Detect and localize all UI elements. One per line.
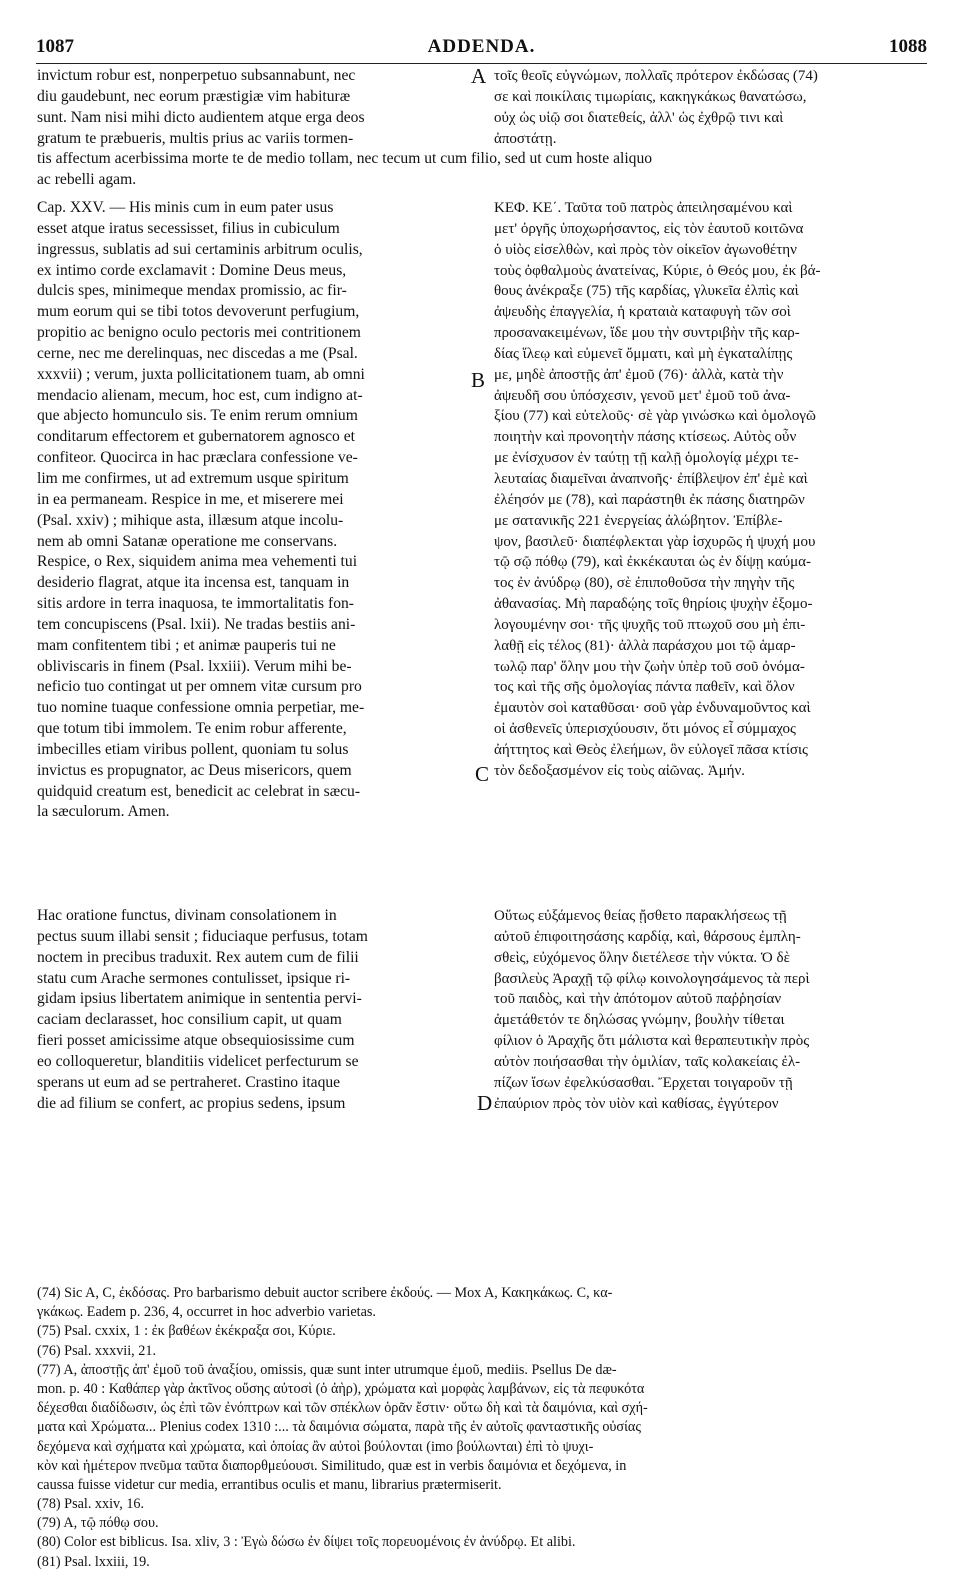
greek-column-block-3: [494, 906, 930, 1114]
greek-line: θους ἀνέκραξε (75) τῆς καρδίας, γλυκεῖα ἐλπὶς καὶ: [494, 283, 799, 300]
latin-line: nem ab omni Satanæ operatione me conservans.: [37, 532, 338, 550]
latin-line: dulcis spes, minimeque mendax promissio, ac fir-: [37, 282, 347, 300]
latin-line: imbecilles etiam viribus pollent, quoniam tu solus: [37, 740, 349, 758]
greek-line: ΚΕΦ. ΚΕ΄. Ταῦτα τοῦ πατρὸς ἀπειλησαμένου καὶ: [494, 200, 793, 216]
latin-line: propitio ac benigno oculo pectoris mei contritionem: [37, 324, 361, 342]
page-header: [36, 36, 927, 60]
latin-line: esset atque iratus secessisset, filius in cubiculum: [37, 219, 340, 237]
latin-line: noctem in precibus traduxit. Rex autem cum de filii: [37, 948, 359, 966]
greek-line: σθεὶς, εὐχόμενος ὅλην διετέλεσε τὴν νύκτα. Ὁ δὲ: [494, 949, 790, 966]
latin-column-block-3: [37, 906, 469, 1114]
greek-line: ἀποστάτῃ.: [494, 130, 557, 147]
latin-line: xxxvii) ; verum, juxta pollicitationem tuam, ab omni: [37, 365, 365, 383]
latin-line: que totum tibi immolem. Te enim robur afferente,: [37, 720, 347, 738]
greek-line: φίλιον ὁ Ἀραχῆς ὅτι μάλιστα καὶ θεραπευτικὴν πρὸς: [494, 1033, 810, 1050]
latin-line: que abjecto homunculo sis. Te enim rerum omnium: [37, 407, 358, 425]
latin-line: mum eorum qui se tibi totos devoverunt perfugium,: [37, 303, 360, 321]
running-title: ADDENDA.: [427, 36, 536, 57]
greek-line: οἱ ἀσθενεῖς ὑπερισχύουσιν, ὅτι μόνος εἶ σύμμαχος: [494, 721, 796, 738]
footnote-line: (79) A, τῷ πόθῳ σου.: [37, 1515, 159, 1532]
latin-column-block-2: [37, 198, 469, 823]
greek-line: οὐχ ὡς υἱῷ σοι διατεθείς, ἀλλ' ὡς ἐχθρῷ τινι καὶ: [494, 109, 784, 126]
greek-line: ἀήττητος καὶ Θεὸς ἐλεήμων, ὃν εὐλογεῖ πᾶσα κτίσις: [494, 741, 808, 758]
greek-line: τῷ σῷ πόθῳ (79), καὶ ἐκκέκαυται ὡς ἐν δίψῃ καύμα-: [494, 554, 811, 571]
latin-line: lim me confirmes, ut ad extremum usque spiritum: [37, 469, 349, 487]
footnote-line: (76) Psal. xxxvii, 21.: [37, 1342, 157, 1359]
greek-line: ἐμαυτὸν σοὶ καταθῦσαι· σοῦ γὰρ ἐνδυναμοῦντος καὶ: [494, 700, 811, 717]
footnote-line: (78) Psal. xxiv, 16.: [37, 1496, 145, 1513]
latin-line: sitis ardore in terra inaquosa, te immortalitatis fon-: [37, 595, 354, 613]
greek-line: Οὕτως εὐξάμενος θείας ᾔσθετο παρακλήσεως τῇ: [494, 908, 787, 924]
footnote-line: δέχεσθαι διαδίδωσιν, ὡς ἐπὶ τῶν ἐνόπτρων καὶ τῶν σπέκλων ὁρᾶν ἔστιν· οὕτω δὴ καὶ τὰ δαιμόνια, καὶ σχή-: [37, 1400, 648, 1417]
greek-line: ὁ υἱὸς εἰσελθὼν, καὶ πρὸς τὸν οἰκεῖον ἀγωνοθέτην: [494, 241, 797, 258]
greek-line: λευταίας διαμεῖναι ἀναπνοῆς· ἐπίβλεψον ἐπ' ἐμὲ καὶ: [494, 470, 808, 487]
greek-column-block-1: [494, 66, 930, 149]
greek-column-block-2: [494, 198, 930, 782]
latin-line: sperans ut eum ad se pertraheret. Crastino itaque: [37, 1073, 341, 1091]
footnote-line: ματα καὶ Χρώματα... Plenius codex 1310 :... τὰ δαιμόνια σώματα, παρὰ τῆς ἐν αὐτοῖς φανταστικῆς οὐσίας: [37, 1419, 641, 1436]
latin-line: desiderio flagrat, atque ita incensa est, tanquam in: [37, 574, 350, 592]
greek-line: ἐπαύριον πρὸς τὸν υἱὸν καὶ καθίσας, ἐγγύτερον: [494, 1095, 779, 1112]
greek-line: ἐλέησόν με (78), καὶ παράστηθι ἐκ πάσης διατηρῶν: [494, 491, 805, 508]
greek-line: ἀψευδῆ σου ὑπόσχεσιν, γενοῦ μετ' ἐμοῦ τοῦ ἀνα-: [494, 387, 791, 404]
greek-line: τοὺς ὀφθαλμοὺς ἀνατείνας, Κύριε, ὁ Θεός μου, ἐκ βά-: [494, 262, 821, 279]
latin-line: mam confitentem tibi ; et animæ pauperis tui ne: [37, 636, 336, 654]
footnote-line: κὸν καὶ ἡμέτερον πνεῦμα ταῦτα διαπορθμεύουσι. Similitudo, quæ est in verbis δαιμόνια et δεχόμενα, in: [37, 1457, 627, 1474]
greek-line: με σατανικῆς 221 ἐνεργείας ἀλώβητον. Ἐπίβλε-: [494, 512, 783, 529]
latin-line: diu gaudebunt, nec eorum præstigiæ vim habituræ: [37, 87, 351, 105]
latin-line: mendacio alienam, mecum, hoc est, cum indigno at-: [37, 386, 363, 404]
greek-line: λογουμένην σοι· τῆς ψυχῆς τοῦ πτωχοῦ σου μὴ ἐπι-: [494, 616, 806, 633]
latin-line: Hac oratione functus, divinam consolationem in: [37, 907, 337, 924]
latin-line: gidam ipsius libertatem animique in sententia pervi-: [37, 990, 362, 1008]
margin-marker-d: D: [477, 1091, 493, 1115]
latin-line: ex intimo corde exclamavit : Domine Deus meus,: [37, 261, 347, 279]
footnote-line: mon. p. 40 : Καθάπερ γὰρ ἀκτῖνος οὔσης αὐτοσὶ (ὁ ἀὴρ), χρώματα καὶ μορφὰς λαμβάνων, εἰς τὰ πεφυκότα: [37, 1380, 645, 1397]
right-page-number: 1088: [889, 36, 927, 57]
greek-line: αὐτοῦ ἐπιφοιτησάσης καρδίᾳ, καὶ, θάρσους ἐμπλη-: [494, 928, 801, 945]
greek-line: τος ἐν ἀνύδρῳ (80), σὲ ἐπιποθοῦσα τὴν πηγὴν τῆς: [494, 575, 795, 592]
footnote-line: (77) A, ἀποστῇς ἀπ' ἐμοῦ τοῦ ἀναξίου, omissis, quæ sunt inter utrumque ἐμοῦ, mediis. Psellus De dæ-: [37, 1361, 617, 1378]
greek-line: ξίου (77) καὶ εὐτελοῦς· σὲ γὰρ γινώσκω καὶ ὁμολογῶ: [494, 408, 816, 425]
latin-line: in ea permaneam. Respice in me, et miserere mei: [37, 490, 344, 508]
latin-line: conditarum effectorem et gubernatorem agnosco et: [37, 428, 355, 446]
greek-line: ποιητὴν καὶ προνοητὴν πάσης κτίσεως. Αὐτὸς οὖν: [494, 429, 797, 446]
latin-line: invictus es propugnator, ac Deus misericors, quem: [37, 761, 352, 779]
latin-line: quidquid creatum est, benedicit ac celebrat in sæcu-: [37, 782, 361, 800]
latin-line: Cap. XXV. — His minis cum in eum pater usus: [37, 199, 334, 216]
footnote-line: (74) Sic A, C, ἐκδόσας. Pro barbarismo debuit auctor scribere ἐκδούς. — Mox A, Κακηκάκως. C, κα-: [37, 1285, 613, 1301]
full-line: tis affectum acerbissima morte te de medio tollam, nec tecum ut cum filio, sed ut cum hoste aliquo: [37, 150, 653, 167]
greek-line: τος καὶ τῆς σῆς ὁμολογίας πάντα παθεῖν, καὶ ὅλον: [494, 679, 795, 696]
full-width-lines: [37, 149, 930, 191]
greek-line: σε καὶ ποικίλαις τιμωρίαις, κακηγκάκως θανατώσω,: [494, 88, 807, 105]
greek-line: μετ' ὀργῆς ὑποχωρήσαντος, εἰς τὸν ἑαυτοῦ κοιτῶνα: [494, 220, 804, 237]
latin-line: invictum robur est, nonperpetuo subsannabunt, nec: [37, 67, 356, 84]
greek-line: βασιλεὺς Ἀραχῇ τῷ φίλῳ κοινολογησάμενος τὰ περὶ: [494, 970, 810, 987]
latin-line: sunt. Nam nisi mihi dicto audientem atque erga deos: [37, 108, 365, 126]
footnote-line: (81) Psal. lxxiii, 19.: [37, 1553, 150, 1570]
greek-line: με, μηδὲ ἀποστῇς ἀπ' ἐμοῦ (76)· ἀλλὰ, κατὰ τὴν: [494, 366, 784, 383]
latin-line: die ad filium se confert, ac propius sedens, ipsum: [37, 1094, 346, 1112]
latin-column-block-1: [37, 66, 469, 149]
latin-line: Respice, o Rex, siquidem anima mea vehementi tui: [37, 553, 358, 571]
greek-line: με ἐνίσχυσον ἐν ταύτῃ τῇ καλῇ ὁμολογίᾳ μέχρι τε-: [494, 450, 799, 467]
latin-line: neficio tuo contingat ut per omnem vitæ cursum pro: [37, 678, 362, 696]
latin-line: obliviscaris in finem (Psal. lxxiii). Verum mihi be-: [37, 657, 352, 675]
greek-line: πίζων ἴσων ἐφελκύσασθαι. Ἔρχεται τοιγαροῦν τῇ: [494, 1074, 793, 1091]
footnote-line: (80) Color est biblicus. Isa. xliv, 3 : Ἐγὼ δώσω ἐν δίψει τοῖς πορευομένοις ἐν ἀνύδρῳ. Et alibi.: [37, 1534, 576, 1551]
footnotes: [37, 1284, 930, 1572]
footnote-line: δεχόμενα καὶ σχήματα καὶ χρώματα, καὶ ὁποίας ἂν αὐτοὶ βούλονται (imo βούλωνται) ἐπὶ τὸ ψυχι-: [37, 1438, 594, 1455]
latin-line: fieri posset amicissime atque obsequiosissime cum: [37, 1032, 355, 1050]
greek-line: τοῖς θεοῖς εὐγνώμων, πολλαῖς πρότερον ἐκδώσας (74): [494, 68, 818, 84]
margin-marker-b: B: [471, 368, 486, 392]
latin-line: ingressus, sublatis ad sui certaminis arbitrum oculis,: [37, 240, 363, 258]
latin-line: gratum te præbueris, multis prius ac variis tormen-: [37, 129, 354, 147]
margin-marker-c: C: [475, 762, 490, 786]
latin-line: statu cum Arache sermones contulisset, ipsique ri-: [37, 969, 351, 987]
greek-line: ἀμετάθετόν τε δηλώσας γνώμην, βουλὴν τίθεται: [494, 1012, 785, 1029]
greek-line: τοῦ παιδὸς, καὶ τὴν ἀπότομον αὐτοῦ παῤῥησίαν: [494, 991, 782, 1008]
greek-line: ἀψευδὴς ἐπαγγελία, ἡ κραταιὰ καταφυγὴ τῶν σοὶ: [494, 304, 791, 321]
greek-line: προσανακειμένων, ἴδε μου τὴν συντριβὴν τῆς καρ-: [494, 325, 800, 342]
footnote-line: caussa fuisse videtur cur media, errantibus oculis et manu, librarius prætermiserit.: [37, 1476, 502, 1493]
greek-line: λαθῇ εἰς τέλος (81)· ἀλλὰ παράσχου μοι τῷ ἁμαρ-: [494, 637, 796, 654]
greek-line: δίας ἵλεῳ καὶ εὐμενεῖ ὄμματι, καὶ μὴ ἐγκαταλίπῃς: [494, 345, 793, 362]
footnote-line: γκάκως. Eadem p. 236, 4, occurret in hoc adverbio varietas.: [37, 1304, 376, 1321]
margin-marker-a: A: [471, 64, 487, 88]
footnote-line: (75) Psal. cxxix, 1 : ἐκ βαθέων ἐκέκραξα σοι, Κύριε.: [37, 1323, 336, 1340]
greek-line: αὐτὸν ποιήσασθαι τὴν ὁμιλίαν, ταῖς κολακείαις ἐλ-: [494, 1053, 801, 1070]
latin-line: pectus suum illabi sensit ; fiduciaque perfusus, totam: [37, 927, 368, 945]
latin-line: la sæculorum. Amen.: [37, 803, 170, 821]
greek-line: ψον, βασιλεῦ· διαπέφλεκται γὰρ ἰσχυρῶς ἡ ψυχή μου: [494, 533, 816, 550]
latin-line: confiteor. Quocirca in hac præclara confessione ve-: [37, 449, 358, 467]
latin-line: cerne, nec me derelinquas, nec discedas a me (Psal.: [37, 344, 358, 362]
latin-line: tuo nomine tuaque confessione omnia perpetiar, me-: [37, 699, 365, 717]
latin-line: (Psal. xxiv) ; mihique asta, illæsum atque incolu-: [37, 511, 344, 529]
full-line: ac rebelli agam.: [37, 170, 137, 188]
greek-line: ἀθανασίας. Μὴ παραδῴης τοῖς θηρίοις ψυχὴν ἐξομο-: [494, 596, 813, 613]
greek-line: τωλῷ παρ' ὅλην μου τὴν ζωὴν ὑπὲρ τοῦ σοῦ ὀνόμα-: [494, 658, 805, 675]
latin-line: caciam declarasset, hoc consilium capit, ut quam: [37, 1011, 342, 1029]
greek-line: τὸν δεδοξασμένον εἰς τοὺς αἰῶνας. Ἀμήν.: [494, 762, 745, 779]
latin-line: eo colloqueretur, blanditiis videlicet perfecturum se: [37, 1052, 359, 1070]
left-page-number: 1087: [36, 36, 74, 57]
latin-line: tem concupiscens (Psal. lxii). Ne tradas bestiis ani-: [37, 615, 356, 633]
